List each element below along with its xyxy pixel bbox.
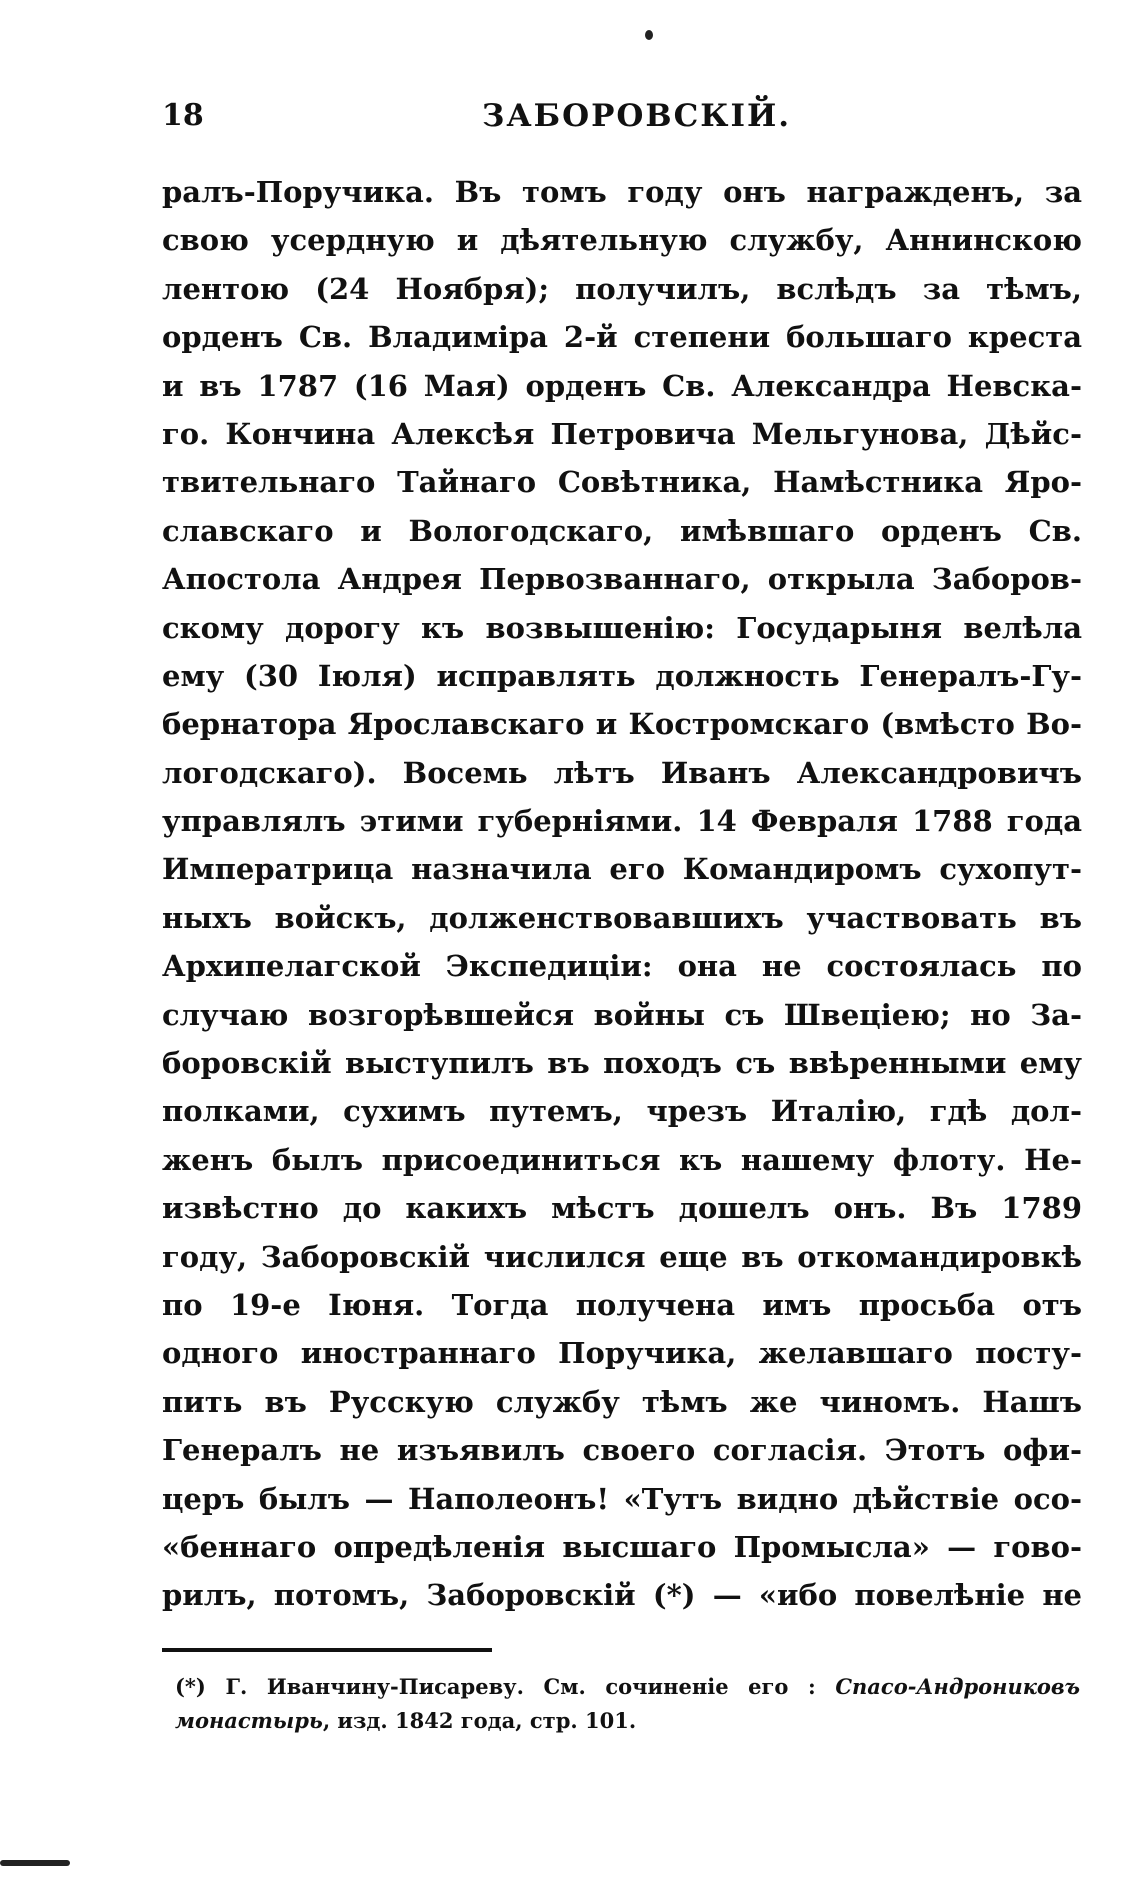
- text-line: бернатора Ярославскаго и Костромскаго (вмѣсто Во-: [162, 707, 1082, 742]
- text-line: Императрица назначила его Командиромъ сухопут-: [162, 852, 1082, 887]
- text-line: орденъ Св. Владиміра 2-й степени большаго креста: [162, 320, 1082, 355]
- text-line: Генералъ не изъявилъ своего согласія. Этотъ офи-: [162, 1433, 1082, 1468]
- text-line: Архипелагской Экспедиціи: она не состоялась по: [162, 949, 1082, 984]
- footnote-edition: , изд. 1842 года, стр. 101.: [322, 1708, 637, 1733]
- text-line: «беннаго опредѣленія высшаго Промысла» — гово-: [162, 1529, 1082, 1564]
- text-line: и въ 1787 (16 Мая) орденъ Св. Александра Невска-: [162, 368, 1082, 403]
- text-line: пить въ Русскую службу тѣмъ же чиномъ. Нашъ: [162, 1384, 1082, 1419]
- text-line: скому дорогу къ возвышенію: Государыня велѣла: [162, 610, 1082, 645]
- text-line: году, Заборовскій числился еще въ откомандировкѣ: [162, 1239, 1082, 1274]
- text-line: боровскій выступилъ въ походъ съ ввѣренными ему: [162, 1046, 1082, 1081]
- text-line: одного иностраннаго Поручика, желавшаго посту-: [162, 1336, 1082, 1371]
- text-line: лентою (24 Ноября); получилъ, вслѣдъ за тѣмъ,: [162, 271, 1082, 306]
- text-line: славскаго и Вологодскаго, имѣвшаго орденъ Св.: [162, 513, 1082, 548]
- scan-speck: [0, 1860, 70, 1866]
- text-line: ралъ-Поручика. Въ томъ году онъ награжденъ, за: [162, 175, 1082, 209]
- footnote-line: [175, 1670, 1080, 1704]
- scan-speck: [645, 30, 653, 40]
- text-line: ему (30 Іюля) исправлять должность Генералъ-Гу-: [162, 658, 1082, 693]
- footnote: [175, 1670, 1080, 1738]
- footnote-divider: [162, 1648, 492, 1652]
- text-line: полками, сухимъ путемъ, чрезъ Италію, гдѣ дол-: [162, 1094, 1082, 1129]
- text-line: по 19-е Іюня. Тогда получена имъ просьба отъ: [162, 1287, 1082, 1322]
- text-line: свою усердную и дѣятельную службу, Аннинскою: [162, 223, 1082, 258]
- footnote-line: [175, 1704, 1080, 1738]
- footnote-reference: (*) Г. Иванчину-Писареву. См. сочиненіе его :: [175, 1674, 816, 1699]
- page-header: [162, 98, 1082, 148]
- text-line: управлялъ этими губерніями. 14 Февраля 1788 года: [162, 804, 1082, 839]
- text-line: Апостола Андрея Первозваннаго, открыла Заборов-: [162, 562, 1082, 597]
- text-line: церъ былъ — Наполеонъ! «Тутъ видно дѣйствіе осо-: [162, 1481, 1082, 1516]
- footnote-title-cont: монастырь: [175, 1708, 323, 1733]
- text-line: случаю возгорѣвшейся войны съ Швеціею; но За-: [162, 997, 1082, 1032]
- page-number: 18: [162, 98, 204, 133]
- text-line: логодскаго). Восемь лѣтъ Иванъ Александровичъ: [162, 755, 1082, 790]
- footnote-title: Спасо-Андрониковъ: [835, 1674, 1080, 1699]
- text-line: го. Кончина Алексѣя Петровича Мельгунова, Дѣйс-: [162, 416, 1082, 451]
- text-line: извѣстно до какихъ мѣстъ дошелъ онъ. Въ 1789: [162, 1191, 1082, 1226]
- text-line: твительнаго Тайнаго Совѣтника, Намѣстника Яро-: [162, 465, 1082, 500]
- text-line: женъ былъ присоединиться къ нашему флоту. Не-: [162, 1142, 1082, 1177]
- body-text: [162, 168, 1082, 1620]
- running-head: ЗАБОРОВСКІЙ.: [482, 98, 792, 134]
- text-line: рилъ, потомъ, Заборовскій (*) — «ибо повелѣніе не: [162, 1578, 1082, 1613]
- text-line: ныхъ войскъ, долженствовавшихъ участвовать въ: [162, 900, 1082, 935]
